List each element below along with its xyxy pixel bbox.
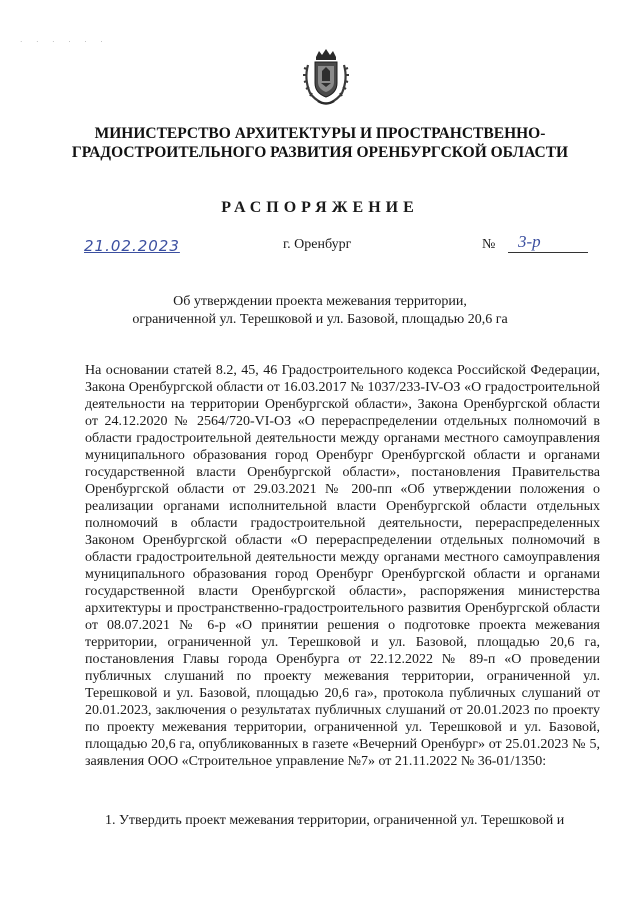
- ministry-name-line1: МИНИСТЕРСТВО АРХИТЕКТУРЫ И ПРОСТРАНСТВЕННО-: [94, 125, 546, 142]
- ministry-name: [40, 124, 600, 162]
- document-city: г. Оренбург: [283, 237, 352, 252]
- scan-artifact-dots: · · · · · ·: [20, 38, 109, 46]
- preamble-paragraph: На основании статей 8.2, 45, 46 Градостроительного кодекса Российской Федерации, Закона Оренбургской области от 16.03.2017 № 1037/233-IV-ОЗ «О градостроительной деятельности на территории Оренбургской области», Закона Оренбургской области от 24.12.2020 № 2564/720-VI-ОЗ «О перераспределении отдельных полномочий в области градостроительной деятельности между органами местного самоуправления муниципального образования город Оренбург Оренбургской области и органами государственной власти Оренбургской области», постановления Правительства Оренбургской области от 29.03.2021 № 200-пп «Об утверждении положения о реализации органами исполнительной власти Оренбургской области отдельных полномочий в области градостроительной деятельности, перераспределенных Законом Оренбургской области «О перераспределении отдельных полномочий в области градостроительной деятельности между органами местного самоуправления муниципального образования город Оренбург Оренбургской области и органами государственной власти Оренбургской области», распоряжения министерства архитектуры и пространственно-градостроительного развития Оренбургской области от 08.07.2021 № 6-р «О принятии решения о подготовке проекта межевания территории, ограниченной ул. Терешковой и ул. Базовой, площадью 20,6 га, постановления Главы города Оренбурга от 22.12.2022 № 89-п «О проведении публичных слушаний по проекту межевания территории, ограниченной ул. Терешковой и ул. Базовой, площадью 20,6 га», протокола публичных слушаний от 20.01.2023, заключения о результатах публичных слушаний от 20.01.2023 по проекту по проекту межевания территории, ограниченной ул. Терешковой и ул. Базовой, площадью 20,6 га, опубликованных в газете «Вечерний Оренбург» от 25.01.2023 № 5, заявления ООО «Строительное управление №7» от 21.11.2022 № 36-01/1350:: [85, 363, 600, 769]
- coat-of-arms-icon: [302, 47, 350, 109]
- document-subject-line2: ограниченной ул. Терешковой и ул. Базовой, площадью 20,6 га: [132, 312, 508, 327]
- ministry-name-line2: ГРАДОСТРОИТЕЛЬНОГО РАЗВИТИЯ ОРЕНБУРГСКОЙ ОБЛАСТИ: [71, 144, 569, 161]
- document-number: 3-р: [508, 232, 588, 253]
- document-number-label: №: [482, 237, 496, 252]
- document-subject-line1: Об утверждении проекта межевания территории,: [173, 294, 467, 309]
- document-subject: [60, 293, 580, 329]
- clause-1: 1. Утвердить проект межевания территории, ограниченной ул. Терешковой и: [105, 813, 565, 828]
- document-date: 21.02.2023: [84, 237, 180, 255]
- document-type-title: РАСПОРЯЖЕНИЕ: [221, 199, 419, 216]
